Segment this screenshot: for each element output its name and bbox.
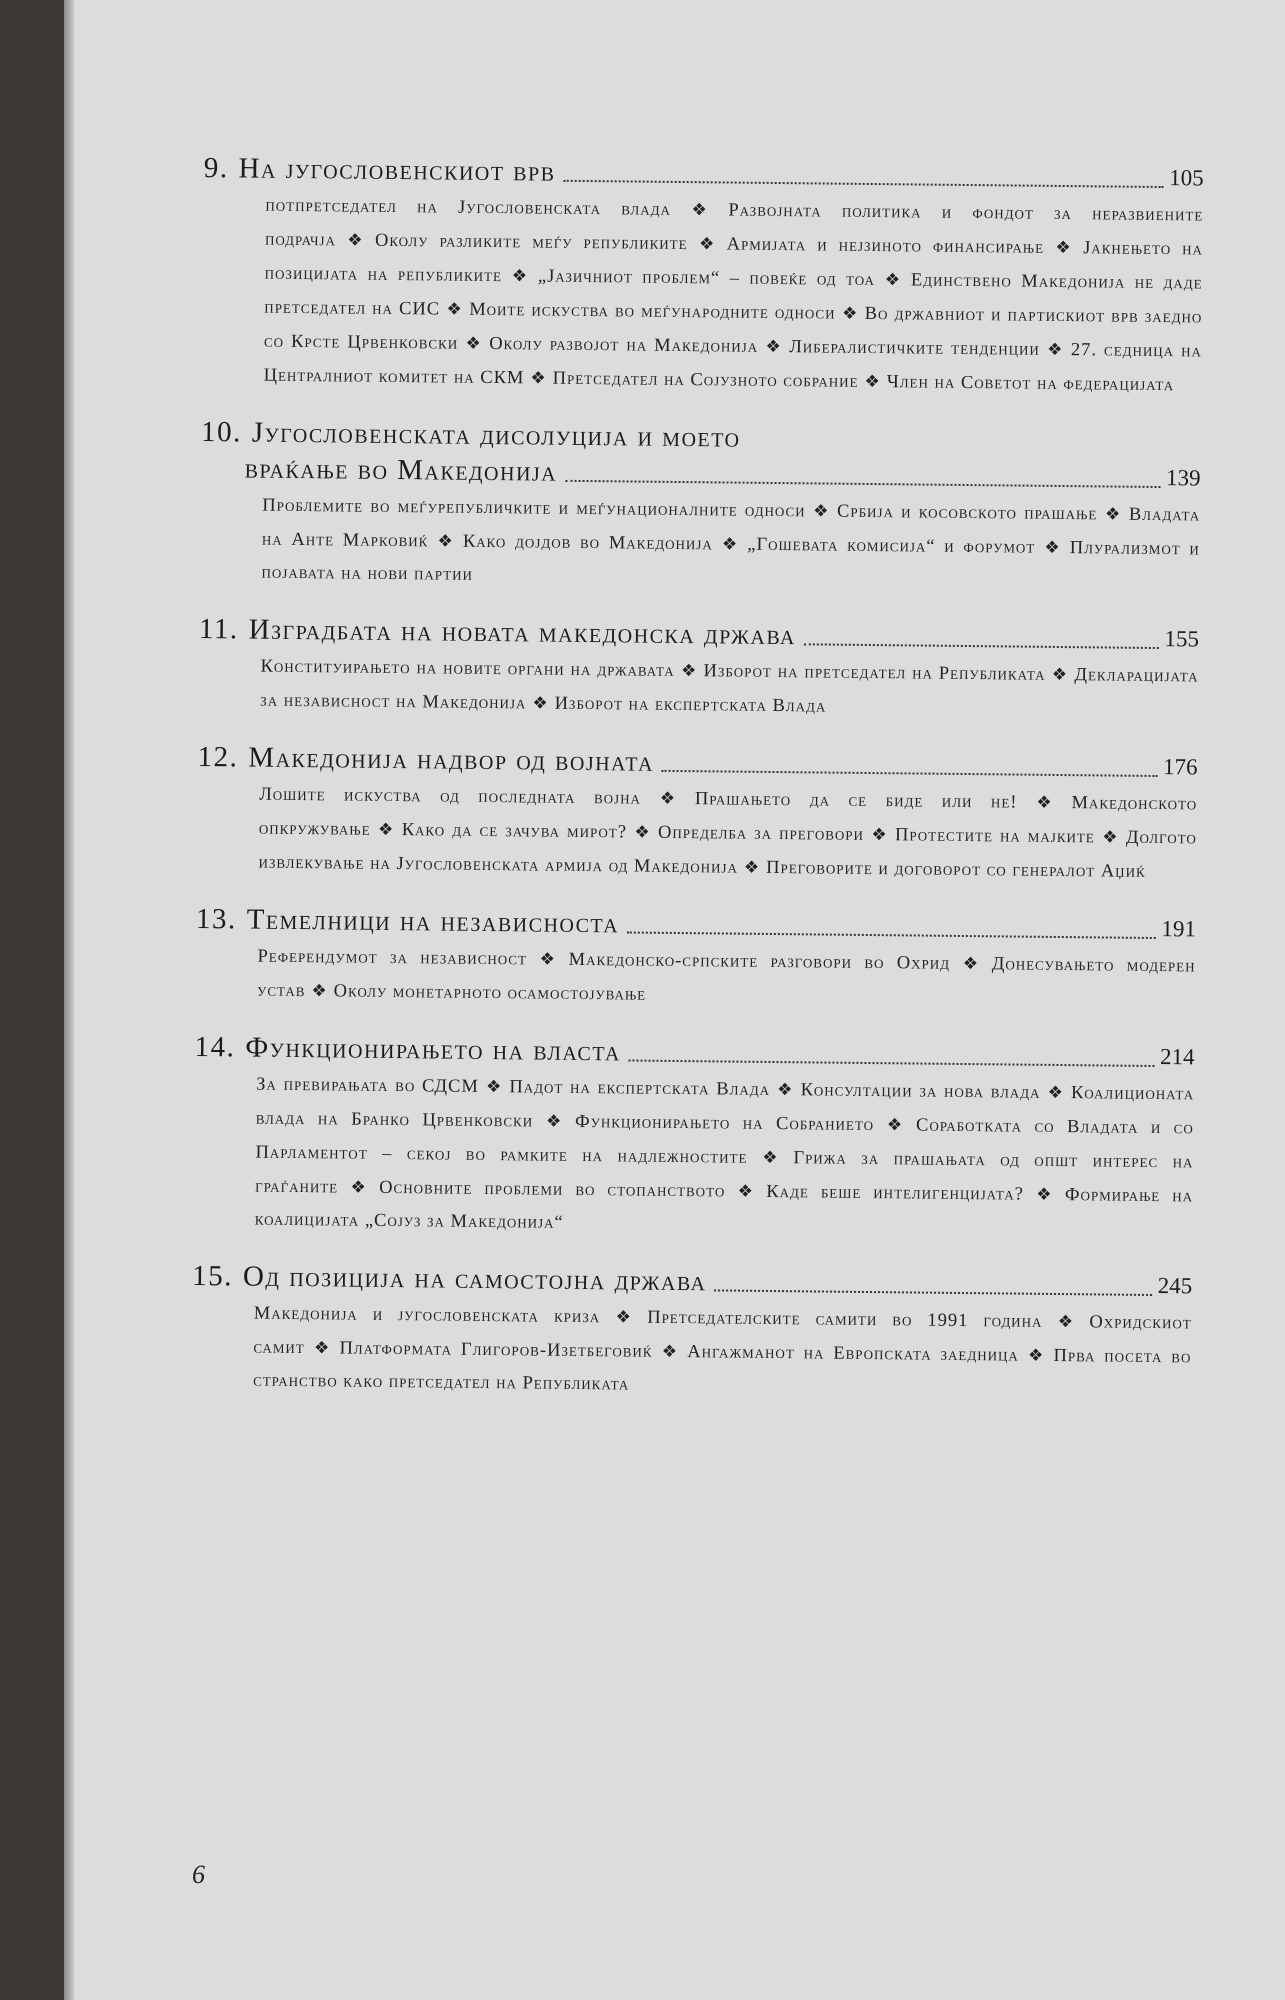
diamond-separator-icon: ❖ bbox=[341, 230, 370, 250]
toc-entry bbox=[198, 611, 1199, 727]
topic-item: Армијата и нејзиното финансирање bbox=[726, 234, 1045, 258]
chapter-topics bbox=[198, 649, 1199, 727]
diamond-separator-icon: ❖ bbox=[1051, 664, 1069, 685]
diamond-separator-icon: ❖ bbox=[731, 1181, 761, 1201]
diamond-separator-icon: ❖ bbox=[879, 1115, 911, 1135]
toc-entry bbox=[193, 1029, 1195, 1246]
topic-item: Единствено Македонија не даде претседател на СИС bbox=[264, 270, 1203, 320]
topic-item: Функционирањето на Собранието bbox=[575, 1111, 875, 1136]
diamond-separator-icon: ❖ bbox=[864, 371, 881, 392]
diamond-separator-icon: ❖ bbox=[1103, 504, 1123, 524]
topic-item: Македонија и југословенската криза bbox=[253, 1303, 601, 1328]
chapter-topics bbox=[201, 188, 1203, 402]
topic-item: Јакнењето на позицијата на републиките bbox=[264, 238, 1204, 287]
topic-item: „Гошевата комисија“ и форумот bbox=[747, 534, 1036, 558]
dot-leader bbox=[627, 931, 1155, 939]
diamond-separator-icon: ❖ bbox=[632, 822, 653, 842]
diamond-separator-icon: ❖ bbox=[1045, 339, 1066, 360]
topic-item: Развојната политика и фондот за неразвиените подрачја bbox=[264, 200, 1204, 251]
diamond-separator-icon: ❖ bbox=[1024, 1345, 1048, 1365]
diamond-separator-icon: ❖ bbox=[1041, 537, 1064, 558]
diamond-separator-icon: ❖ bbox=[311, 981, 328, 1001]
topic-item: Како дојдов во Македонија bbox=[462, 531, 713, 555]
toc-entry bbox=[196, 739, 1197, 889]
topic-item: Долгото извлекување на Југословенската армија од Македонија bbox=[258, 827, 1197, 878]
chapter-page-number: 191 bbox=[1161, 916, 1197, 942]
topic-item: Декларацијата за независност на Македонија bbox=[260, 665, 1199, 714]
chapter-title: Темелници на независноста bbox=[246, 903, 620, 940]
toc-entry bbox=[191, 1258, 1192, 1407]
topic-item: Како да се зачува мирот? bbox=[401, 820, 628, 843]
topic-item: За превирањата во СДСМ bbox=[256, 1074, 479, 1097]
diamond-separator-icon: ❖ bbox=[484, 1076, 504, 1097]
topic-item: Околу разликите меѓу републиките bbox=[374, 230, 688, 255]
topic-item: Каде беше интелигенцијата? bbox=[766, 1181, 1024, 1205]
diamond-separator-icon: ❖ bbox=[1046, 1082, 1066, 1103]
topic-item: Коалиционата влада на Бранко Црвенковски bbox=[255, 1083, 1195, 1132]
table-of-contents bbox=[191, 150, 1204, 1429]
topic-item: Лошите искуства од последната војна bbox=[259, 784, 642, 809]
topic-item: Во државниот и партискиот врв заедно со Крсте Црвенковски bbox=[263, 303, 1203, 354]
diamond-separator-icon: ❖ bbox=[775, 1080, 795, 1100]
diamond-separator-icon: ❖ bbox=[743, 857, 761, 877]
chapter-topics bbox=[195, 939, 1196, 1017]
diamond-separator-icon: ❖ bbox=[1048, 1311, 1084, 1332]
chapter-number: 10. bbox=[200, 415, 242, 449]
topic-item: 27. седница на Централниот комитет на СКМ bbox=[263, 340, 1203, 389]
topic-item: Охридскиот самит bbox=[253, 1312, 1192, 1359]
dot-leader bbox=[565, 480, 1160, 488]
diamond-separator-icon: ❖ bbox=[376, 819, 396, 840]
chapter-number: 11. bbox=[198, 612, 239, 646]
diamond-separator-icon: ❖ bbox=[1100, 827, 1121, 847]
topic-item: Србија и косовското прашање bbox=[836, 501, 1098, 525]
diamond-separator-icon: ❖ bbox=[539, 1111, 570, 1131]
diamond-separator-icon: ❖ bbox=[658, 1341, 682, 1362]
diamond-separator-icon: ❖ bbox=[764, 336, 784, 357]
toc-entry bbox=[195, 901, 1196, 1017]
diamond-separator-icon: ❖ bbox=[1029, 1184, 1059, 1205]
topic-item: Формирање на коалицијата „Сојуз за Македонија“ bbox=[254, 1185, 1194, 1233]
diamond-separator-icon: ❖ bbox=[646, 788, 690, 809]
topic-item: Прва посета во странство како претседател на Републиката bbox=[253, 1345, 1192, 1395]
chapter-page-number: 245 bbox=[1157, 1273, 1193, 1299]
chapter-topics bbox=[199, 488, 1200, 599]
topic-item: Член на Советот на федерацијата bbox=[886, 372, 1175, 396]
dot-leader bbox=[563, 180, 1163, 188]
topic-item: Владата на Анте Марковиќ bbox=[261, 504, 1201, 552]
diamond-separator-icon: ❖ bbox=[811, 501, 832, 521]
topic-item: Конституирањето на новите органи на државата bbox=[260, 656, 675, 681]
diamond-separator-icon: ❖ bbox=[445, 299, 464, 319]
chapter-topics bbox=[191, 1296, 1192, 1407]
chapter-page-number: 105 bbox=[1169, 165, 1204, 191]
chapter-title: Од позиција на самостојна држава bbox=[242, 1260, 707, 1298]
dot-leader bbox=[804, 643, 1158, 649]
diamond-separator-icon: ❖ bbox=[955, 953, 986, 974]
diamond-separator-icon: ❖ bbox=[606, 1307, 642, 1327]
diamond-separator-icon: ❖ bbox=[532, 693, 549, 713]
topic-item: Падот на експертската Влада bbox=[509, 1077, 771, 1100]
chapter-title: враќање во Македонија bbox=[244, 452, 558, 488]
chapter-number: 9. bbox=[203, 151, 229, 185]
toc-entry bbox=[199, 414, 1201, 599]
chapter-title: Функционирањето на власта bbox=[245, 1031, 622, 1068]
diamond-separator-icon: ❖ bbox=[507, 266, 533, 286]
dot-leader bbox=[714, 1289, 1151, 1296]
topic-item: Изборот на претседател на Републиката bbox=[703, 661, 1046, 685]
chapter-topics bbox=[193, 1067, 1195, 1246]
topic-item: Либералистичките тенденции bbox=[789, 337, 1040, 360]
topic-item: Изборот на експертската Влада bbox=[554, 693, 827, 717]
book-page bbox=[64, 0, 1285, 2000]
chapter-number: 14. bbox=[194, 1030, 236, 1064]
topic-item: Ангажманот на Европската заедница bbox=[687, 1342, 1019, 1366]
diamond-separator-icon: ❖ bbox=[532, 949, 563, 969]
topic-item: Протестите на мајките bbox=[894, 825, 1095, 848]
chapter-title: На југословенскиот врв bbox=[238, 152, 556, 188]
dot-leader bbox=[662, 770, 1157, 777]
topic-item: Преговорите и договорот со генералот Аџиќ bbox=[766, 857, 1146, 882]
page-shadow-edge bbox=[64, 0, 74, 2000]
topic-item: Моите искуства во меѓународните односи bbox=[469, 299, 836, 324]
topic-item: Македонско-српските разговори во Охрид bbox=[568, 949, 951, 974]
topic-item: потпретседател на Југословенската влада bbox=[265, 195, 672, 220]
diamond-separator-icon: ❖ bbox=[344, 1177, 374, 1197]
diamond-separator-icon: ❖ bbox=[310, 1338, 334, 1358]
chapter-page-number: 176 bbox=[1162, 754, 1198, 780]
chapter-title: Македонија надвор од војната bbox=[248, 741, 655, 778]
toc-entry bbox=[201, 150, 1203, 402]
topic-item: Консултации за нова влада bbox=[800, 1080, 1041, 1103]
topic-item: Околу монетарното осамостојување bbox=[333, 981, 647, 1005]
topic-item: Основните проблеми во стопанството bbox=[379, 1177, 726, 1202]
chapter-title: Изградбата на новата македонска држава bbox=[248, 613, 797, 652]
diamond-separator-icon: ❖ bbox=[880, 270, 906, 290]
chapter-number: 15. bbox=[192, 1259, 234, 1293]
topic-item: Донесувањето модерен устав bbox=[257, 954, 1196, 1002]
diamond-separator-icon: ❖ bbox=[530, 368, 547, 388]
topic-item: Соработката со Владата и со Парламентот – секој во рамките на надлежностите bbox=[255, 1115, 1194, 1168]
diamond-separator-icon: ❖ bbox=[434, 531, 457, 551]
topic-item: Грижа за прашањата од општ интерес на граѓаните bbox=[255, 1148, 1194, 1198]
chapter-page-number: 214 bbox=[1159, 1044, 1195, 1070]
topic-item: Околу развојот на Македонија bbox=[489, 333, 759, 357]
diamond-separator-icon: ❖ bbox=[869, 825, 890, 845]
topic-item: Определба за преговори bbox=[657, 822, 865, 845]
diamond-separator-icon: ❖ bbox=[753, 1147, 788, 1168]
page-folio: 6 bbox=[192, 1860, 205, 1889]
topic-item: Проблемите во меѓурепубличките и меѓунационалните односи bbox=[262, 495, 806, 522]
chapter-topics bbox=[196, 777, 1197, 889]
dot-leader bbox=[629, 1059, 1154, 1066]
topic-item: Прашањето да се биде или не! bbox=[694, 789, 1018, 813]
diamond-separator-icon: ❖ bbox=[1049, 237, 1078, 258]
chapter-page-number: 155 bbox=[1164, 626, 1200, 652]
topic-item: „Јазичниот проблем“ – повеќе од тоа bbox=[537, 266, 876, 291]
diamond-separator-icon: ❖ bbox=[693, 234, 721, 254]
diamond-separator-icon: ❖ bbox=[680, 661, 698, 681]
diamond-separator-icon: ❖ bbox=[1023, 792, 1066, 813]
diamond-separator-icon: ❖ bbox=[718, 534, 742, 554]
topic-item: Референдумот за независност bbox=[257, 946, 528, 970]
topic-item: Претседател на Сојузното собрание bbox=[552, 368, 859, 392]
diamond-separator-icon: ❖ bbox=[841, 303, 859, 323]
topic-item: Платформата Глигоров-Изетбеговиќ bbox=[339, 1338, 653, 1362]
chapter-title: Југословенската дисолуција и моето bbox=[251, 416, 741, 454]
diamond-separator-icon: ❖ bbox=[464, 333, 484, 353]
chapter-page-number: 139 bbox=[1165, 465, 1201, 491]
topic-item: Плурализмот и појавата на нови партии bbox=[261, 538, 1200, 585]
chapter-number: 13. bbox=[195, 902, 237, 936]
diamond-separator-icon: ❖ bbox=[676, 199, 723, 220]
topic-item: Претседателските самити во 1991 година bbox=[647, 1307, 1043, 1332]
chapter-number: 12. bbox=[197, 740, 239, 774]
topic-item: Македонското опкружување bbox=[258, 793, 1198, 840]
